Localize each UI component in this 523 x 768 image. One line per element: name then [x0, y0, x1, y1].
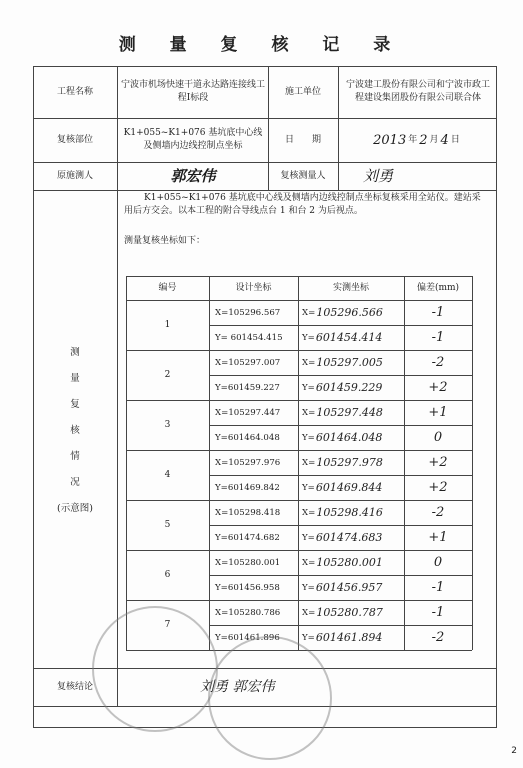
- conclusion-signatures: 刘勇 郭宏伟: [200, 678, 275, 695]
- reviewer-label: 复核测量人: [280, 170, 326, 181]
- project-value: 宁波市机场快速干道永达路连接线工程Ⅰ标段: [120, 80, 265, 103]
- deviation-value: -2: [431, 355, 445, 370]
- point-id: 1: [164, 319, 171, 330]
- page-title: 测 量 复 核 记 录: [118, 35, 405, 55]
- surveyor-label: 原施测人: [56, 170, 93, 181]
- deviation-value: +1: [428, 405, 448, 420]
- date-year-unit: 年: [408, 134, 418, 145]
- design-coordinate: X=105297.976: [215, 457, 281, 468]
- measured-coordinate: X= 105280.001: [302, 556, 383, 569]
- deviation-value: +2: [428, 380, 448, 395]
- contractor-value: 宁波建工股份有限公司和宁波市政工程建设集团股份有限公司联合体: [345, 80, 490, 103]
- deviation-value: -2: [431, 630, 445, 645]
- deviation-value: -1: [431, 305, 445, 320]
- measured-coordinate: Y= 601454.414: [302, 331, 383, 344]
- reviewer-signature: 刘勇: [362, 166, 393, 185]
- design-coordinate: X=105298.418: [215, 507, 281, 518]
- measured-coordinate: Y= 601461.894: [302, 631, 383, 644]
- point-id: 7: [164, 619, 171, 630]
- date-day-unit: 日: [450, 134, 460, 145]
- design-coordinate: X=105280.786: [215, 607, 281, 618]
- project-seal: [208, 636, 332, 760]
- table-subheading: 测量复核坐标如下：: [124, 236, 206, 246]
- measured-coordinate: X= 105296.566: [302, 306, 383, 319]
- project-label: 工程名称: [56, 86, 93, 97]
- deviation-value: 0: [433, 430, 443, 445]
- measured-coordinate: X= 105297.448: [302, 406, 383, 419]
- deviation-value: +2: [428, 455, 448, 470]
- date-month-unit: 月: [429, 134, 439, 145]
- measured-coordinate: Y= 601456.957: [302, 581, 383, 594]
- measured-coordinate: Y= 601474.683: [302, 531, 383, 544]
- page-number: 2: [511, 746, 517, 756]
- side-label: 测 量 复 核 情 况 (示意图): [57, 347, 93, 514]
- location-value: K1+055~K1+076 基坑底中心线及侧墙内边线控制点坐标: [123, 128, 263, 151]
- deviation-value: -1: [431, 330, 445, 345]
- deviation-value: +2: [428, 480, 448, 495]
- design-coordinate: Y=601456.958: [215, 582, 280, 593]
- date-value: [338, 118, 495, 162]
- design-coordinate: Y=601461.896: [215, 632, 280, 643]
- table-header: 编号: [158, 282, 177, 293]
- point-id: 3: [164, 419, 171, 430]
- design-coordinate: Y=601459.227: [215, 382, 280, 393]
- date-year: 2013: [373, 132, 407, 148]
- table-header: 偏差(mm): [416, 282, 460, 293]
- design-coordinate: Y=601469.842: [215, 482, 280, 493]
- measured-coordinate: Y= 601459.229: [302, 381, 383, 394]
- point-id: 4: [164, 469, 171, 480]
- contractor-label: 施工单位: [284, 86, 321, 97]
- design-coordinate: X=105297.007: [215, 357, 281, 368]
- location-label: 复核部位: [56, 134, 93, 145]
- design-coordinate: Y=601464.048: [215, 432, 280, 443]
- date-day: 4: [440, 132, 449, 148]
- company-seal: [92, 606, 218, 732]
- table-header: 实测坐标: [332, 282, 369, 293]
- design-coordinate: X=105297.447: [215, 407, 281, 418]
- design-coordinate: X=105296.567: [215, 307, 281, 318]
- deviation-value: -1: [431, 605, 445, 620]
- design-coordinate: Y=601474.682: [215, 532, 280, 543]
- measured-coordinate: X= 105297.005: [302, 356, 383, 369]
- measured-coordinate: Y= 601464.048: [302, 431, 383, 444]
- surveyor-signature: 郭宏伟: [170, 166, 216, 185]
- measured-coordinate: X= 105298.416: [302, 506, 383, 519]
- measured-coordinate: Y= 601469.844: [302, 481, 383, 494]
- date-label: 日 期: [284, 134, 321, 145]
- description: K1+055~K1+076 基坑底中心线及侧墙内边线控制点坐标复核采用全站仪。建站采用后方交会。以本工程的附合导线点台 1 和台 2 为后视点。: [124, 193, 481, 216]
- date-month: 2: [419, 132, 428, 148]
- deviation-value: +1: [428, 530, 448, 545]
- point-id: 5: [164, 519, 171, 530]
- conclusion-label: 复核结论: [56, 681, 93, 692]
- measured-coordinate: X= 105280.787: [302, 606, 383, 619]
- deviation-value: -1: [431, 580, 445, 595]
- deviation-value: 0: [433, 555, 443, 570]
- table-header: 设计坐标: [235, 282, 272, 293]
- point-id: 2: [164, 369, 171, 380]
- measured-coordinate: X= 105297.978: [302, 456, 383, 469]
- design-coordinate: Y= 601454.415: [215, 332, 283, 343]
- design-coordinate: X=105280.001: [215, 557, 281, 568]
- deviation-value: -2: [431, 505, 445, 520]
- point-id: 6: [164, 569, 171, 580]
